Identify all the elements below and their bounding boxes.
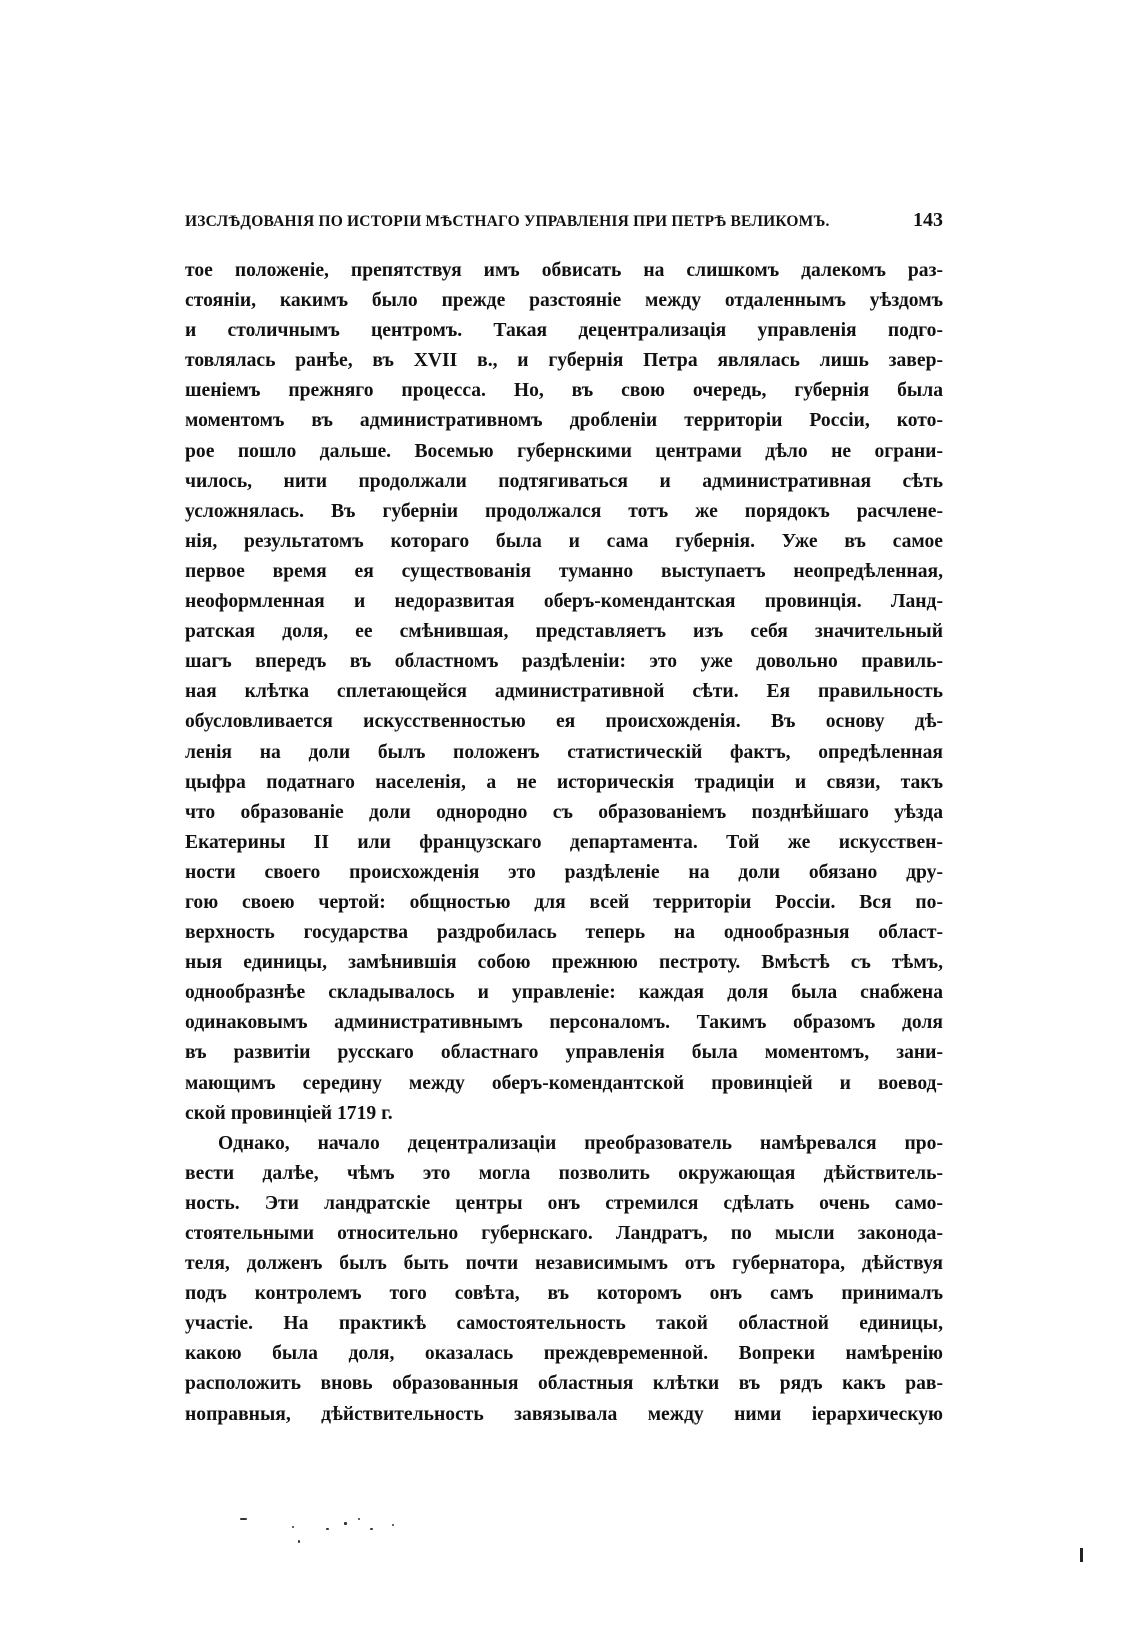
text-line: ской провинціей 1719 г. — [185, 1102, 393, 1124]
text-line: шагъ впередъ въ областномъ раздѣленіи: это уже довольно правиль- — [185, 651, 943, 673]
paragraph-1 — [185, 256, 943, 1129]
text-line: товлялась ранѣе, въ XVII в., и губернія Петра являлась лишь завер- — [185, 350, 943, 372]
text-line: мающимъ середину между оберъ-комендантской провинціей и воевод- — [185, 1072, 943, 1094]
text-line: Екатерины II или французскаго департамента. Той же искусствен- — [185, 831, 943, 853]
paragraph-2 — [185, 1129, 943, 1430]
text-line: ратская доля, ее смѣнившая, представляетъ изъ себя значительный — [185, 621, 943, 643]
text-line: первое время ея существованія туманно выступаетъ неопредѣленная, — [185, 560, 943, 582]
text-line: усложнялась. Въ губерніи продолжался тотъ же порядокъ расчлене- — [185, 500, 943, 522]
page-number: 143 — [913, 209, 943, 231]
text-line: Однако, начало децентрализаціи преобразователь намѣревался про- — [218, 1132, 943, 1154]
text-line: ная клѣтка сплетающейся административной сѣти. Ея правильность — [185, 681, 943, 703]
running-header — [185, 209, 943, 239]
text-line: теля, долженъ былъ быть почти независимымъ отъ губернатора, дѣйствуя — [185, 1253, 943, 1275]
margin-mark — [1080, 1548, 1083, 1562]
text-line: вести далѣе, чѣмъ это могла позволить окружающая дѣйствитель- — [185, 1162, 943, 1184]
text-line: верхность государства раздробилась теперь на однообразныя област- — [185, 922, 943, 944]
text-line: шеніемъ прежняго процесса. Но, въ свою очередь, губернія была — [185, 380, 943, 402]
text-line: какою была доля, оказалась преждевременной. Вопреки намѣренію — [185, 1343, 943, 1365]
text-line: ноправныя, дѣйствительность завязывала между ними іерархическую — [185, 1403, 943, 1425]
text-line: цыфра податнаго населенія, а не историческія традиціи и связи, такъ — [185, 771, 943, 793]
text-line: чилось, нити продолжали подтягиваться и административная сѣть — [185, 470, 943, 492]
text-line: рое пошло дальше. Восемью губернскими центрами дѣло не ограни- — [185, 440, 943, 462]
body-text — [185, 256, 943, 1430]
text-line: расположить вновь образованныя областныя клѣтки въ рядъ какъ рав- — [185, 1373, 943, 1395]
text-line: въ развитіи русскаго областнаго управленія была моментомъ, зани- — [185, 1042, 943, 1064]
text-line: ленія на доли былъ положенъ статистическій фактъ, опредѣленная — [185, 741, 943, 763]
text-line: участіе. На практикѣ самостоятельность такой областной единицы, — [185, 1313, 943, 1335]
text-line: одинаковымъ административнымъ персоналомъ. Такимъ образомъ доля — [185, 1012, 943, 1034]
text-line: неоформленная и недоразвитая оберъ-комендантская провинція. Ланд- — [185, 591, 943, 613]
text-line: ность. Эти ландратскіе центры онъ стремился сдѣлать очень само- — [185, 1192, 943, 1214]
text-line: и столичнымъ центромъ. Такая децентрализація управленія подго- — [185, 320, 943, 342]
text-line: ныя единицы, замѣнившія собою прежнюю пестроту. Вмѣстѣ съ тѣмъ, — [185, 952, 943, 974]
running-title: ИЗСЛѢДОВАНІЯ ПО ИСТОРІИ МѢСТНАГО УПРАВЛЕНІЯ ПРИ ПЕТРѢ ВЕЛИКОМЪ. — [185, 213, 830, 230]
text-line: моментомъ въ административномъ дробленіи территоріи Россіи, кото- — [185, 410, 943, 432]
text-line: стояніи, какимъ было прежде разстояніе между отдаленнымъ уѣздомъ — [185, 290, 943, 312]
text-line: нія, результатомъ котораго была и сама губернія. Уже въ самое — [185, 530, 943, 552]
text-line: подъ контролемъ того совѣта, въ которомъ онъ самъ принималъ — [185, 1283, 943, 1305]
text-line: однообразнѣе складывалось и управленіе: каждая доля была снабжена — [185, 982, 943, 1004]
text-line: гою своею чертой: общностью для всей территоріи Россіи. Вся по- — [185, 891, 943, 913]
text-line: тое положеніе, препятствуя имъ обвисать на слишкомъ далекомъ раз- — [185, 260, 943, 281]
text-line: что образованіе доли однородно съ образованіемъ позднѣйшаго уѣзда — [185, 801, 943, 823]
text-line: стоятельными относительно губернскаго. Ландратъ, по мысли законода- — [185, 1223, 943, 1244]
print-specks — [240, 1514, 420, 1554]
text-line: ности своего происхожденія это раздѣленіе на доли обязано дру- — [185, 861, 943, 883]
text-line: обусловливается искусственностью ея происхожденія. Въ основу дѣ- — [185, 711, 943, 733]
